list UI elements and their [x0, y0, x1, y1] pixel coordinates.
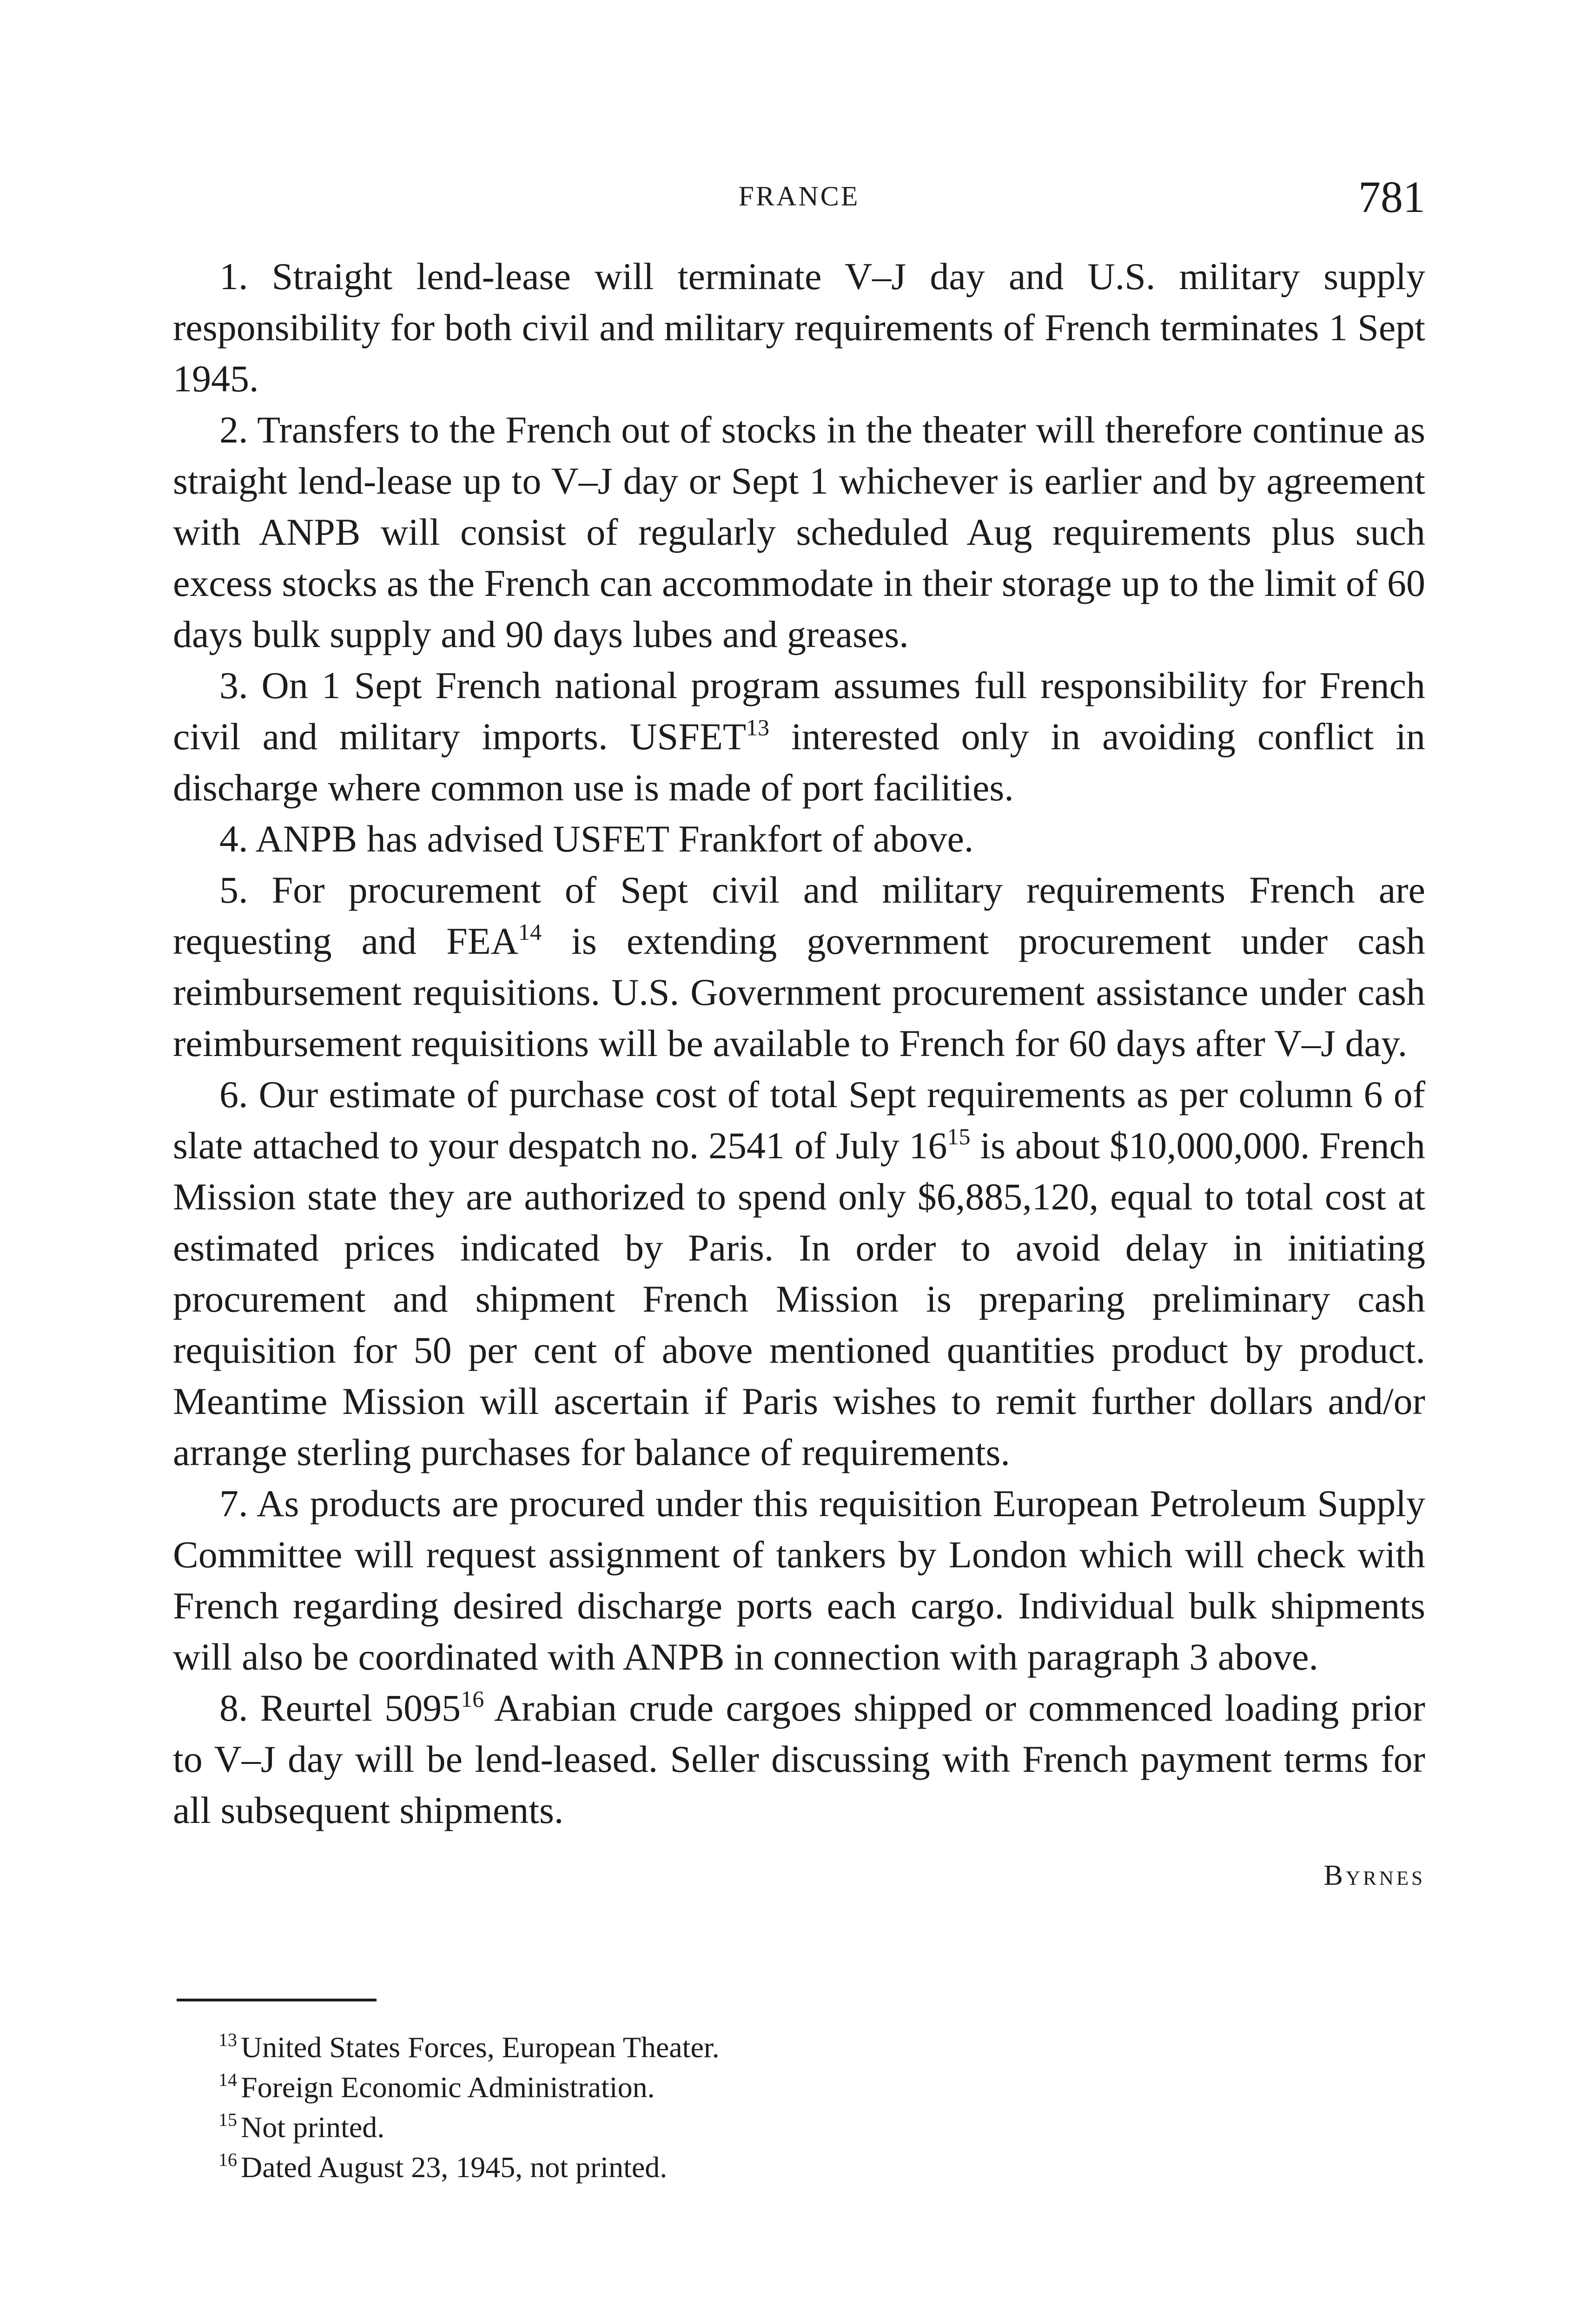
footnote-divider — [177, 1999, 377, 2001]
paragraph-text: 5. For procurement of Sept civil and military requirements French are requesting and FEA — [173, 869, 1425, 962]
body-text — [173, 251, 1425, 1901]
running-title: FRANCE — [738, 181, 860, 211]
signature — [173, 1850, 1425, 1901]
paragraph-4 — [173, 813, 1425, 865]
footnote-mark: 14 — [218, 2069, 237, 2090]
footnotes — [218, 2027, 1381, 2187]
footnote-text: United States Forces, European Theater. — [241, 2031, 720, 2064]
running-head — [173, 171, 1425, 227]
paragraph-text: Arabian crude cargoes shipped or commenced loading prior to V–J day will be lend-leased. Seller discussing with French payment terms for all subsequent shipments. — [173, 1687, 1425, 1831]
paragraph-text: 3. On 1 Sept French national program assumes full responsibility for French civil and military imports. USFET — [173, 664, 1425, 758]
paragraph-6 — [173, 1069, 1425, 1478]
footnote-text: Dated August 23, 1945, not printed. — [241, 2151, 668, 2184]
footnote-mark: 15 — [218, 2109, 237, 2130]
paragraph-text: is about $10,000,000. French Mission state they are authorized to spend only $6,885,120, equal to total cost at estimated prices indicated by Paris. In order to avoid delay in initiating procurement and shipment French Mission is preparing preliminary cash requisition for 50 per cent of above mentioned quantities product by product. Meantime Mission will ascertain if Paris wishes to remit further dollars and/or arrange sterling purchases for balance of requirements. — [173, 1124, 1425, 1473]
footnote-13 — [218, 2027, 1381, 2067]
paragraph-text: 4. ANPB has advised USFET Frankfort of above. — [219, 818, 974, 860]
footnote-14 — [218, 2067, 1381, 2107]
paragraph-7 — [173, 1478, 1425, 1683]
footnote-ref-14: 14 — [518, 919, 542, 945]
footnote-15 — [218, 2107, 1381, 2147]
paragraph-text: is extending government procurement under cash reimbursement requisitions. U.S. Government procurement assistance under cash reimbursement requisitions will be available to French for 60 days after V–J day. — [173, 920, 1425, 1064]
paragraph-8 — [173, 1683, 1425, 1836]
page-number: 781 — [1358, 172, 1425, 222]
paragraph-1 — [173, 251, 1425, 404]
paragraph-text: 2. Transfers to the French out of stocks in the theater will therefore continue as straight lend-lease up to V–J day or Sept 1 whichever is earlier and by agreement with ANPB will consist of regularly scheduled Aug requirements plus such excess stocks as the French can accommodate in their storage up to the limit of 60 days bulk supply and 90 days lubes and greases. — [173, 409, 1425, 655]
footnote-ref-16: 16 — [461, 1686, 484, 1712]
paragraph-2 — [173, 404, 1425, 660]
paragraph-5 — [173, 865, 1425, 1069]
paragraph-text: 1. Straight lend-lease will terminate V–J day and U.S. military supply responsibility for both civil and military requirements of French terminates 1 Sept 1945. — [173, 255, 1425, 400]
paragraph-text: interested only in avoiding conflict in discharge where common use is made of port facilities. — [173, 715, 1425, 809]
footnote-ref-13: 13 — [746, 714, 770, 740]
paragraph-text: 7. As products are procured under this requisition European Petroleum Supply Committee will request assignment of tankers by London which will check with French regarding desired discharge ports each cargo. Individual bulk shipments will also be coordinated with ANPB in connection with paragraph 3 above. — [173, 1482, 1425, 1678]
footnote-ref-15: 15 — [947, 1123, 971, 1149]
paragraph-3 — [173, 660, 1425, 813]
footnote-mark: 13 — [218, 2029, 237, 2050]
footnote-text: Foreign Economic Administration. — [241, 2071, 655, 2104]
footnote-mark: 16 — [218, 2149, 237, 2170]
signature-text: Byrnes — [1323, 1860, 1425, 1891]
footnote-text: Not printed. — [241, 2111, 385, 2144]
footnote-16 — [218, 2147, 1381, 2187]
paragraph-text: 6. Our estimate of purchase cost of total Sept requirements as per column 6 of slate attached to your despatch no. 2541 of July 16 — [173, 1073, 1425, 1167]
paragraph-text: 8. Reurtel 5095 — [219, 1687, 461, 1729]
